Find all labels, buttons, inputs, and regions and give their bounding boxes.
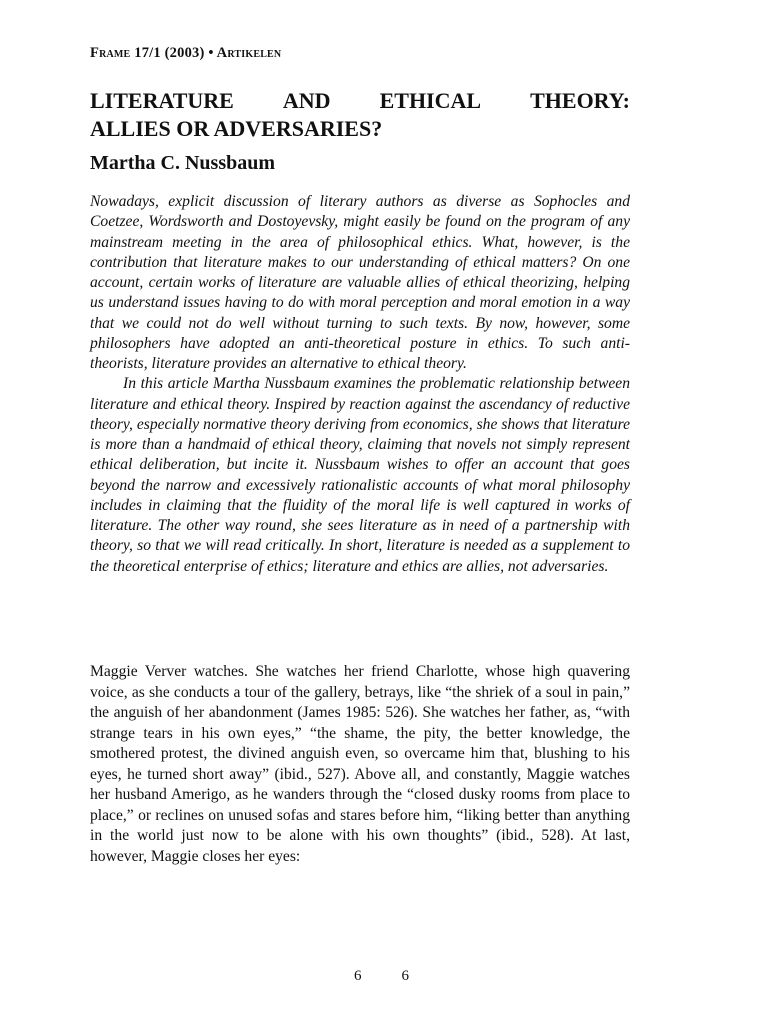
issue-info: 17/1 (2003) • [130, 45, 217, 61]
abstract-paragraph-1: Nowadays, explicit discussion of literary authors as diverse as Sophocles and Coetzee, Wordsworth and Dostoyevsky, might easily be found on the program of any mainstream meeting in the area of philosophical ethics. What, however, is the contribution that literature makes to our understanding of ethical matters? On one account, certain works of literature are valuable allies of ethical theorizing, helping us understand issues having to do with moral perception and moral emotion in a way that we could not do well without turning to such texts. By now, however, some philosophers have adopted an anti-theoretical posture in ethics. To such anti-theorists, literature provides an alternative to ethical theory. [90, 193, 630, 372]
body-paragraph-1: Maggie Verver watches. She watches her friend Charlotte, whose high quavering voice, as she conducts a tour of the gallery, betrays, like “the shriek of a soul in pain,” the anguish of her abandonment (James 1985: 526). She watches her father, as, “with strange tears in his own eyes,” “the shame, the pity, the better knowledge, the smothered protest, the divined anguish even, so overcame him that, blushing to his eyes, he turned short away” (ibid., 527). Above all, and constantly, Maggie watches her husband Amerigo, as he wanders through the “closed dusky rooms from place to place,” or reclines on unused sofas and stares before him, “liking better than anything in the world just now to be alone with his own thoughts” (ibid., 528). At last, however, Maggie closes her eyes: [90, 663, 630, 865]
author-name: Martha C. Nussbaum [90, 152, 276, 174]
body-text [90, 662, 630, 867]
section-name: rtikelen [227, 45, 282, 61]
title-line-2: ALLIES OR ADVERSARIES? [90, 116, 383, 141]
title-line-1: LITERATURE AND ETHICAL THEORY: [90, 88, 630, 113]
running-head: Frame 17/1 (2003) • Artikelen [90, 45, 282, 61]
abstract [90, 192, 630, 577]
article-title [90, 87, 630, 143]
journal-name: rame [99, 45, 131, 61]
abstract-paragraph-2: In this article Martha Nussbaum examines the problematic relationship between literature and ethical theory. Inspired by reaction against the ascendancy of reductive theory, especially normative theory deriving from economics, she shows that literature is more than a handmaid of ethical theory, claiming that novels not simply represent ethical deliberation, but incite it. Nussbaum wishes to offer an account that goes beyond the narrow and excessively rationalistic accounts of what moral philosophy includes in claiming that the fluidity of the moral life is well captured in works of literature. The other way round, she sees literature as in need of a partnership with theory, so that we will read critically. In short, literature is needed as a supplement to the theoretical enterprise of ethics; literature and ethics are allies, not adversaries. [90, 375, 630, 575]
page-number: 6 6 [354, 968, 409, 984]
